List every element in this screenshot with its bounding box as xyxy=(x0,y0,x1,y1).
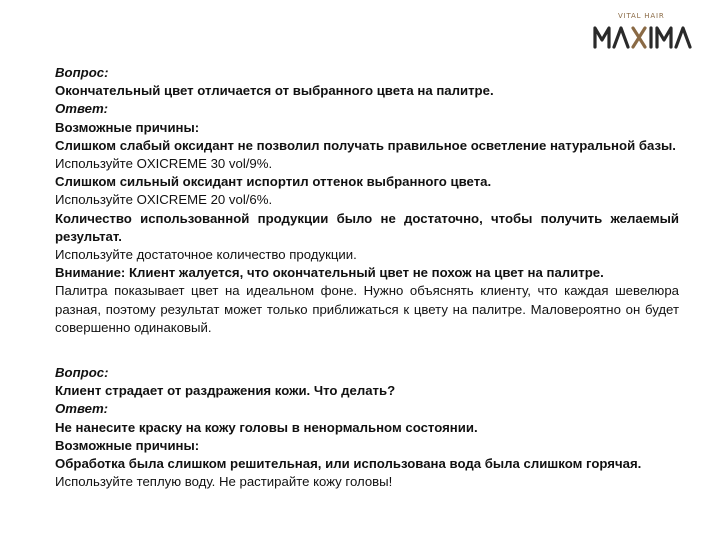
palette-explanation: Палитра показывает цвет на идеальном фоне. Нужно объяснять клиенту, что каждая шевелюра разная, поэтому результат может только приближаться к цвету на палитре. Маловероятно он будет совершенно одинаковый. xyxy=(55,283,679,335)
cause-scalp-irritation xyxy=(55,455,679,491)
causes-label-2: Возможные причины: xyxy=(55,437,200,453)
cause-weak-oxidant: Слишком слабый оксидант не позволил получать правильное осветление натуральной базы. xyxy=(55,137,676,153)
question-text: Окончательный цвет отличается от выбранного цвета на палитре. xyxy=(55,83,494,99)
question-text-2: Клиент страдает от раздражения кожи. Что делать? xyxy=(55,383,396,399)
question-label: Вопрос: xyxy=(55,65,109,80)
cause-bold-text: Обработка была слишком решительная, или использована вода была слишком горячая. xyxy=(55,456,642,472)
cause-advice-text: Используйте теплую воду. Не растирайте кожу головы! xyxy=(55,474,393,490)
logo-tagline: VITAL HAIR xyxy=(618,12,665,20)
answer-label: Ответ: xyxy=(55,101,109,117)
cause-insufficient-product: Количество использованной продукции было не достаточно, чтобы получить желаемый результат. xyxy=(55,210,679,244)
cause-strong-oxidant: Слишком сильный оксидант испортил оттенок выбранного цвета. xyxy=(55,174,492,190)
faq-content xyxy=(55,64,679,491)
answer-text-2: Не нанесите краску на кожу головы в ненормальном состоянии. xyxy=(55,419,478,435)
advice-20vol: Используйте OXICREME 20 vol/6%. xyxy=(55,192,273,208)
question-label-2: Вопрос: xyxy=(55,365,109,381)
advice-30vol: Используйте OXICREME 30 vol/9%. xyxy=(55,156,273,172)
warning-text: Внимание: Клиент жалуется, что окончательный цвет не похож на цвет на палитре. xyxy=(55,265,604,281)
answer-label-2: Ответ: xyxy=(55,401,109,417)
causes-label: Возможные причины: xyxy=(55,119,200,135)
advice-enough-product: Используйте достаточное количество продукции. xyxy=(55,247,357,263)
brand-logo xyxy=(592,12,700,50)
maxima-logo-icon xyxy=(592,20,700,50)
section-divider xyxy=(55,337,679,364)
